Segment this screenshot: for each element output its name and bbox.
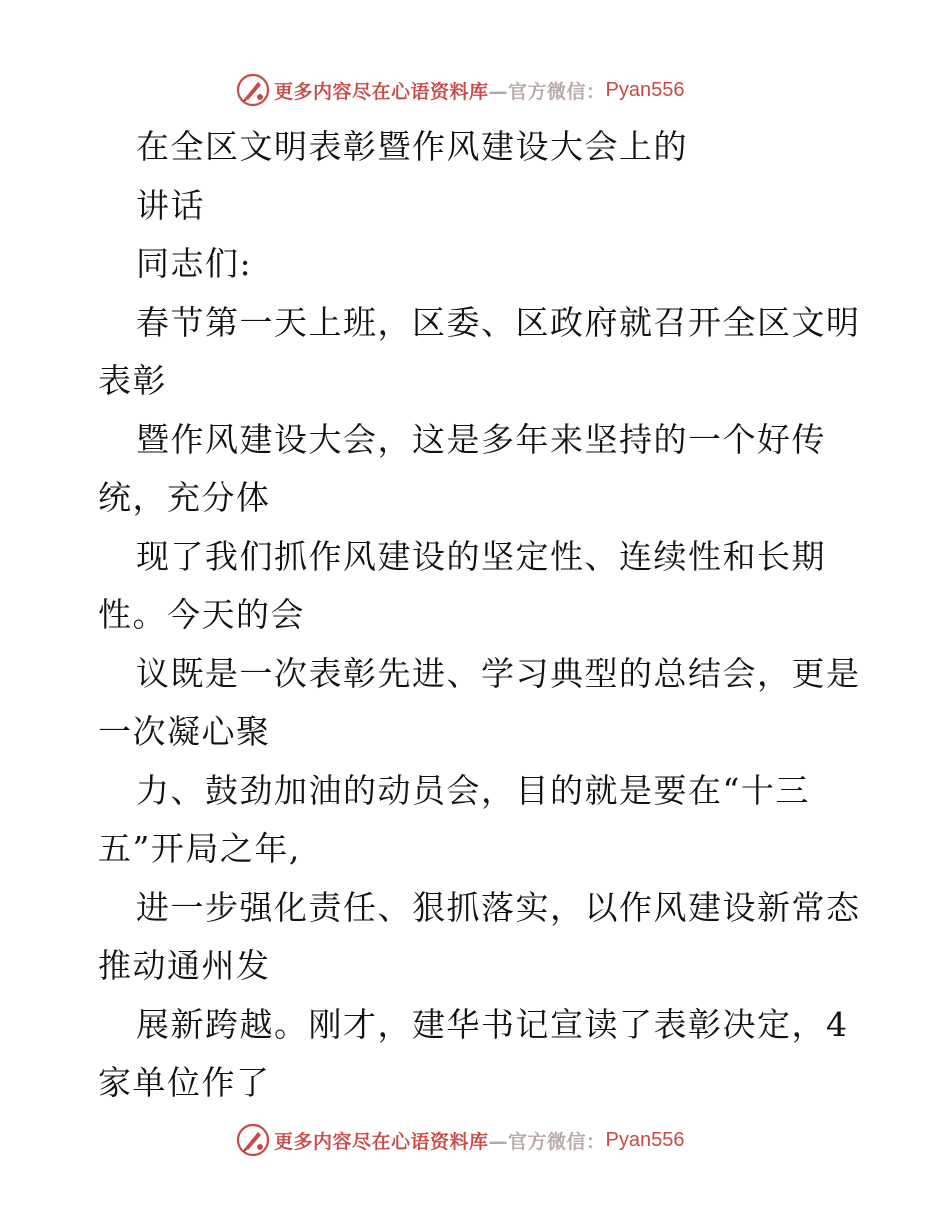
footer-watermark xyxy=(236,1122,685,1158)
text-line: 表彰 xyxy=(98,361,167,400)
text-line: 性。今天的会 xyxy=(98,595,305,634)
watermark-dash-text: —官方微信： xyxy=(488,1130,606,1153)
quill-pen-logo-icon xyxy=(236,1123,270,1157)
text-line: 一次凝心聚 xyxy=(98,712,271,751)
text-line: 五”开局之年, xyxy=(98,829,301,868)
quill-pen-logo-icon xyxy=(236,73,270,107)
text-line: 现了我们抓作风建设的坚定性、连续性和长期 xyxy=(136,536,826,576)
header-watermark xyxy=(236,72,685,108)
text-line: 在全区文明表彰暨作风建设大会上的 xyxy=(136,127,688,166)
text-line: 议既是一次表彰先进、学习典型的总结会，更是 xyxy=(136,653,861,693)
watermark-wechat-id: Pyan556 xyxy=(605,1128,685,1151)
text-line: 进一步强化责任、狠抓落实，以作风建设新常态 xyxy=(136,887,861,927)
text-line: 推动通州发 xyxy=(98,946,271,985)
text-line: 讲话 xyxy=(136,185,205,225)
text-line: 展新跨越。刚才，建华书记宣读了表彰决定，4 xyxy=(136,1004,849,1044)
watermark-wechat-id: Pyan556 xyxy=(605,78,685,101)
text-line: 暨作风建设大会，这是多年来坚持的一个好传 xyxy=(136,419,826,459)
watermark-brand-text: 更多内容尽在心语资料库 xyxy=(274,80,489,103)
watermark-brand-text: 更多内容尽在心语资料库 xyxy=(274,1130,489,1153)
text-line: 力、鼓劲加油的动员会，目的就是要在“十三 xyxy=(136,770,810,810)
document-body xyxy=(98,118,878,1113)
text-line: 统，充分体 xyxy=(98,478,271,517)
text-line: 春节第一天上班，区委、区政府就召开全区文明 xyxy=(136,302,861,342)
watermark-dash-text: —官方微信： xyxy=(488,80,606,103)
text-line: 家单位作了 xyxy=(98,1063,271,1102)
text-line: 同志们: xyxy=(136,244,253,283)
